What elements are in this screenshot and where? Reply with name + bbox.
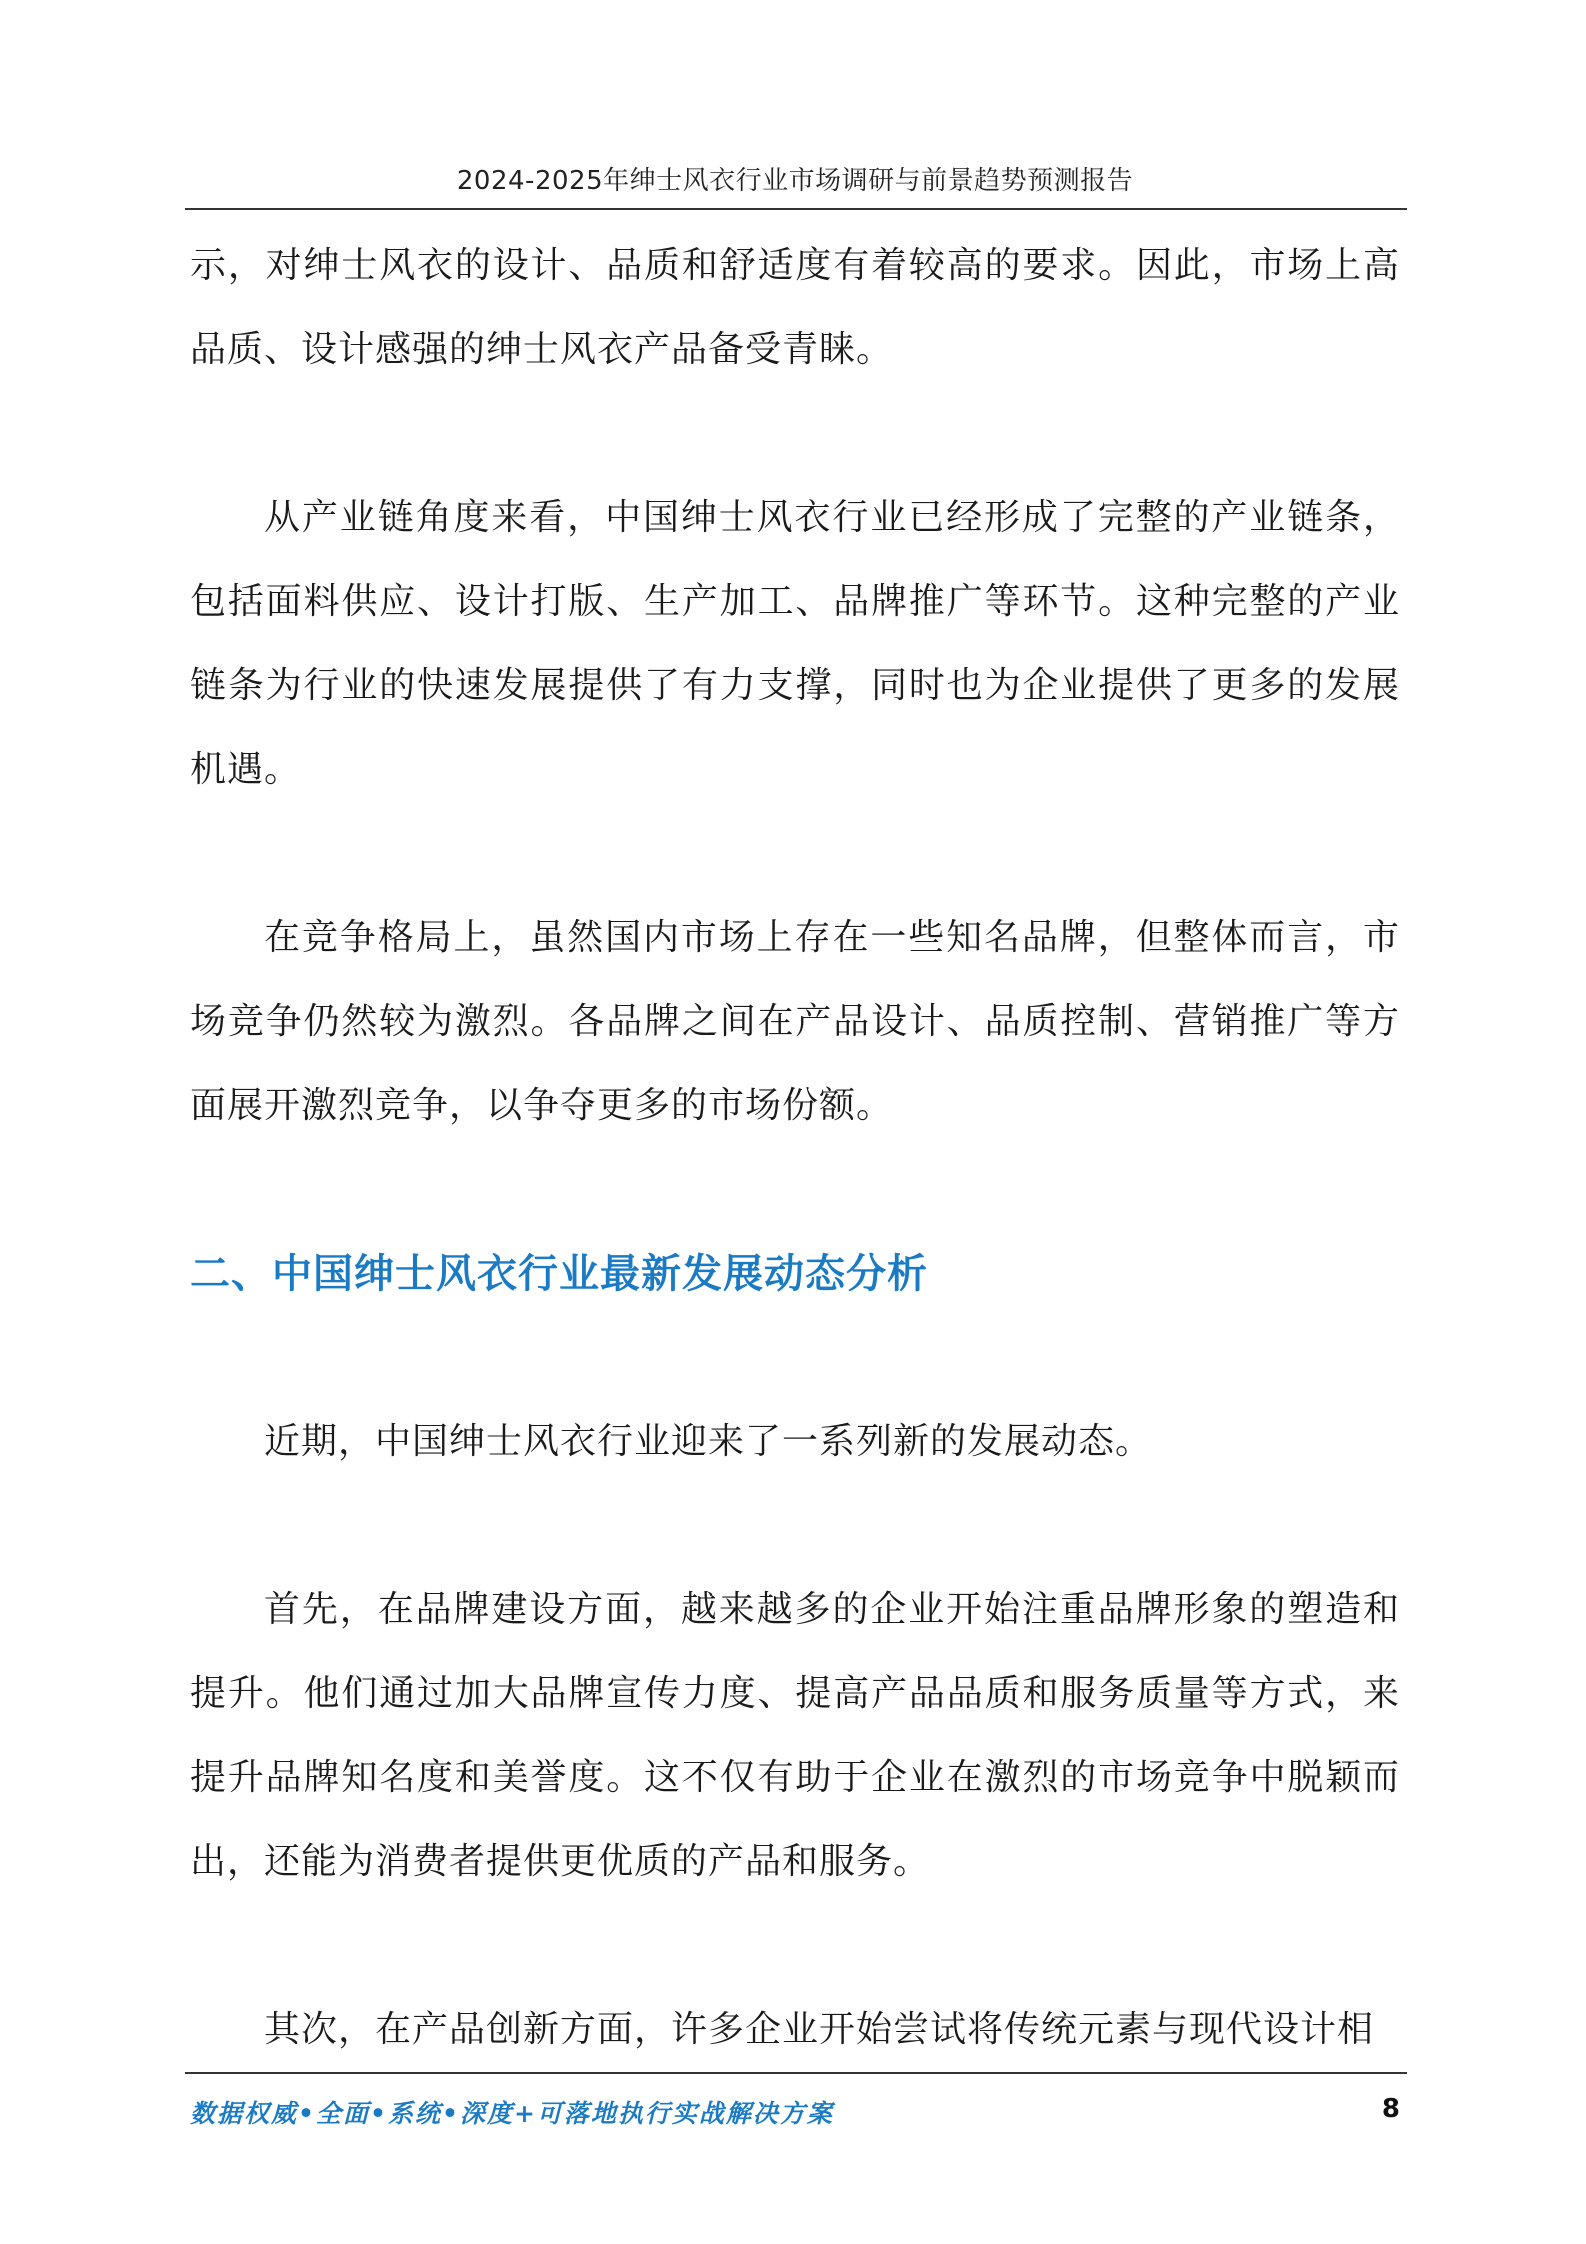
- page-number: 8: [1381, 2094, 1400, 2124]
- paragraph-recent-developments: 近期，中国绅士风衣行业迎来了一系列新的发展动态。: [264, 1421, 1153, 1462]
- paragraph-spacer: [190, 1904, 1400, 1988]
- paragraph-competition: 在竞争格局上，虽然国内市场上存在一些知名品牌，但整体而言，市场竞争仍然较为激烈。各品牌之间在产品设计、品质控制、营销推广等方面展开激烈竞争，以争夺更多的市场份额。: [190, 917, 1400, 1126]
- paragraph-spacer: [190, 1316, 1400, 1400]
- paragraph-spacer: [190, 812, 1400, 896]
- document-body: [190, 224, 1400, 2072]
- paragraph-industry-chain: 从产业链角度来看，中国绅士风衣行业已经形成了完整的产业链条，包括面料供应、设计打版、生产加工、品牌推广等环节。这种完整的产业链条为行业的快速发展提供了有力支撑，同时也为企业提供了更多的发展机遇。: [190, 497, 1400, 790]
- paragraph-brand-building: 首先，在品牌建设方面，越来越多的企业开始注重品牌形象的塑造和提升。他们通过加大品牌宣传力度、提高产品品质和服务质量等方式，来提升品牌知名度和美誉度。这不仅有助于企业在激烈的市场竞争中脱颖而出，还能为消费者提供更优质的产品和服务。: [190, 1589, 1400, 1882]
- paragraph-spacer: [190, 392, 1400, 476]
- header-divider: [185, 208, 1407, 210]
- paragraph-product-innovation: 其次，在产品创新方面，许多企业开始尝试将传统元素与现代设计相: [264, 2009, 1375, 2050]
- footer-slogan: 数据权威•全面•系统•深度+可落地执行实战解决方案: [190, 2099, 834, 2128]
- paragraph-spacer: [190, 1484, 1400, 1568]
- section-heading: 二、中国绅士风衣行业最新发展动态分析: [190, 1251, 928, 1297]
- paragraph-spacer: [190, 1148, 1400, 1232]
- report-header-title: 2024-2025年绅士风衣行业市场调研与前景趋势预测报告: [456, 166, 1134, 196]
- footer-divider: [185, 2072, 1407, 2074]
- paragraph-consumer-demand: 示，对绅士风衣的设计、品质和舒适度有着较高的要求。因此，市场上高品质、设计感强的绅士风衣产品备受青睐。: [190, 245, 1400, 370]
